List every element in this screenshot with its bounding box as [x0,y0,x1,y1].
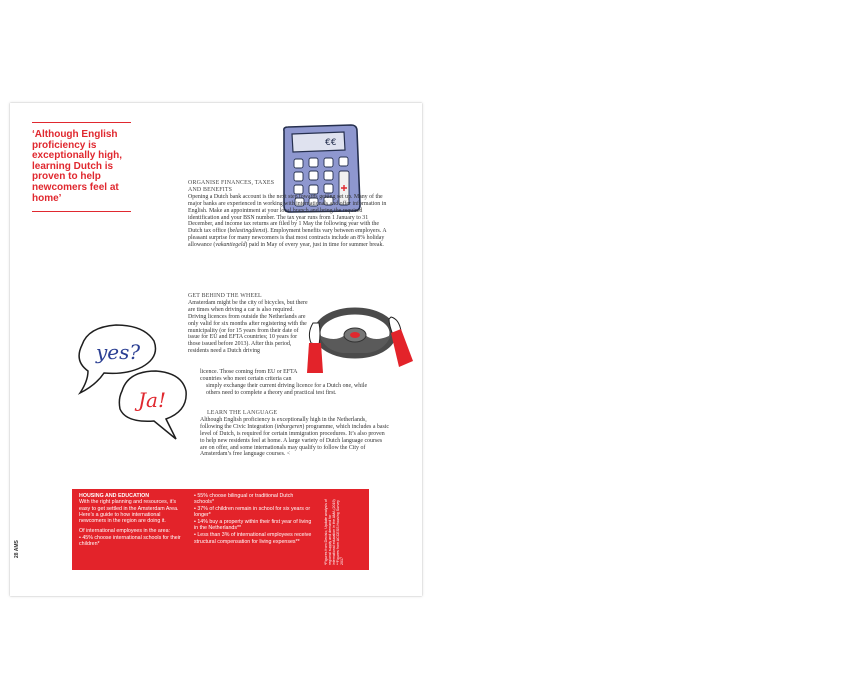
wheel-heading: GET BEHIND THE WHEEL [188,293,262,299]
wheel-text-end: simply exchange their current driving licence for a Dutch one, while others need to complete a theory and practical test first. [206,383,368,396]
pull-quote-rule-top [32,122,131,123]
infobox-sources: *Figures from Decisio, Update analysis of regional supply and demand for international education in the AMA (2019) **Figures from ACCESS Housing Survey 2017 [324,499,344,565]
finances-heading: ORGANISE FINANCES, TAXES AND BENEFITS [188,180,275,193]
wheel-text-continued: licence. Those coming from EU or EFTA countries who meet certain criteria can [200,369,298,382]
speech-bubbles-illustration [70,315,198,457]
infobox-title: HOUSING AND EDUCATION [79,493,150,499]
wheel-section [188,293,308,355]
language-text: Although English proficiency is exceptionally high in the Netherlands, following the Civic Integration (inburgeren) programme, which includes a basic level of Dutch, is required for certain immigration procedures. It’s also proven to help new residents feel at home. A large variety of Dutch language courses are on offer, and some internationals may qualify to follow the City of Amsterdam’s free language courses. < [200,416,390,458]
infobox-bullet-1: • 45% choose international schools for their children* [79,534,181,548]
infobox-intro-column [79,493,185,547]
infobox-bullet-3: • 37% of children remain in school for six years or longer* [194,506,311,519]
housing-education-box [72,489,369,570]
magazine-page [10,103,422,596]
finances-text: Opening a Dutch bank account is the next step towards getting set up. Many of the major banks are experienced in working with internationals and offer information in English. Make an appointment at your local branch and bring the required identification and your BSN number. The tax year runs from 1 January to 31 December, and income tax returns are filed by 1 May the following year with the Dutch tax office (belastingdienst). Employment benefits vary between employers. A pleasant surprise for many newcomers is that most contracts include an 8% holiday allowance (vakantiegeld) paid in May of every year, just in time for summer break. [188,193,387,249]
pull-quote: ‘Although English proficiency is exceptionally high, learning Dutch is proven to help newcomers feel at home’ [32,129,123,204]
language-section [200,410,390,458]
steering-wheel-illustration [305,303,415,375]
pull-quote-rule-bottom [32,211,131,212]
ja-bubble-text: Ja! [138,388,166,412]
svg-text:€€: €€ [325,138,337,148]
infobox-bullets-column [194,493,312,545]
infobox-bullet-2: • 55% choose bilingual or traditional Dutch schools* [194,493,294,506]
wheel-text: Amsterdam might be the city of bicycles, but there are times when driving a car is also required. Driving licences from outside the Netherlands are only valid for six months after registering with the municipality (or for 15 years from their date of issue for EU and EFTA countries; 10 years for those issued before 2013). After this period, residents need a Dutch driving [188,299,308,355]
language-heading: LEARN THE LANGUAGE [207,410,278,416]
infobox-lead: Of international employees in the area: [79,528,170,535]
infobox-bullet-5: • Less than 3% of international employees receive structural compensation for living expenses** [194,532,312,545]
infobox-bullet-4: • 14% buy a property within their first year of living in the Netherlands** [194,519,312,532]
infobox-intro: With the right planning and resources, it’s easy to get settled in the Amsterdam Area. Here’s a guide to how international newcomers in the region are doing it. [79,499,179,525]
page-folio: 28 AMS [14,540,20,558]
finances-section [188,180,388,249]
yes-bubble-text: yes? [96,340,141,364]
